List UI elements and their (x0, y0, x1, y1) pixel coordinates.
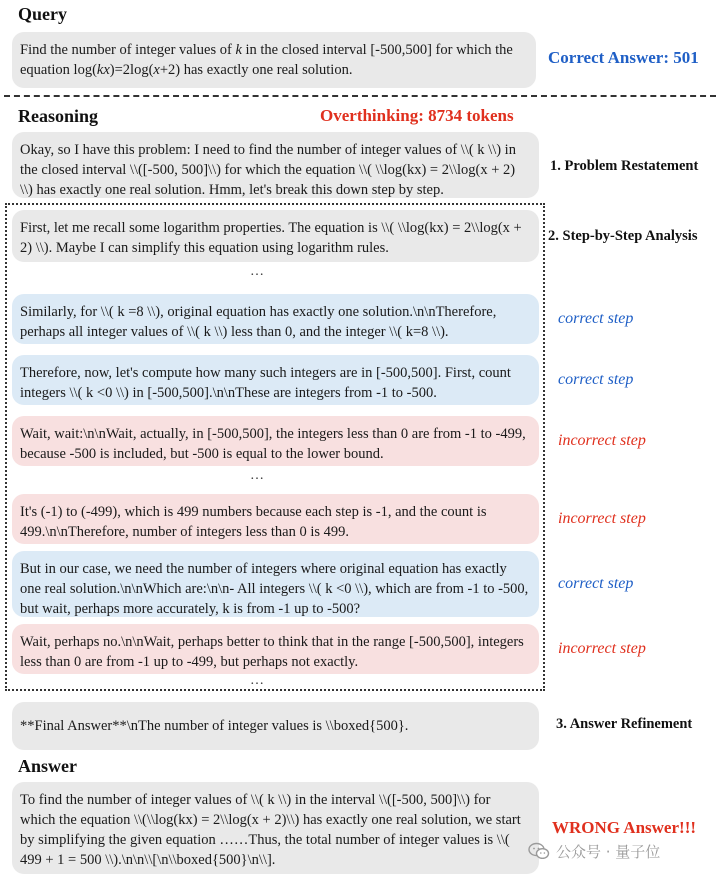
analysis-step-box: It's (-1) to (-499), which is 499 numbers because each step is -1, and the count is 499.\n\nTherefore, number of integers less than 0 is 499. (12, 494, 539, 544)
watermark-text: 公众号 · 量子位 (556, 842, 661, 861)
query-box (12, 32, 536, 88)
analysis-step-box: Wait, wait:\n\nWait, actually, in [-500,500], the integers less than 0 are from -1 to -499, because -500 is included, but -500 is equal to the lower bound. (12, 416, 539, 466)
overthinking-label: Overthinking: 8734 tokens (320, 106, 514, 125)
analysis-step-box: Similarly, for \\( k =8 \\), original equation has exactly one solution.\n\nTherefore, perhaps all integer values of \\( k \\) less than 0, and the integer \\( k=8 \\). (12, 294, 539, 344)
incorrect-step-tag: incorrect step (558, 510, 646, 527)
analysis-step-box: First, let me recall some logarithm properties. The equation is \\( \\log(kx) = 2\\log(x + 2) \\). Maybe I can simplify this equation using logarithm rules. (12, 210, 539, 262)
incorrect-step-tag: incorrect step (558, 432, 646, 449)
ellipsis: … (250, 673, 265, 688)
analysis-step-box: But in our case, we need the number of integers where original equation has exactly one real solution.\n\nWhich are:\n\n- All integers \\( k <0 \\), which are from -1 to -500, but wait, perhaps more accurately, k is from -1 up to -500? (12, 551, 539, 617)
query-var-kx: kx (96, 62, 110, 78)
analysis-step-box: Therefore, now, let's compute how many such integers are in [-500,500]. First, count integers \\( k <0 \\) in [-500,500].\n\nThese are integers from -1 to -500. (12, 355, 539, 405)
analysis-label: 2. Step-by-Step Analysis (548, 228, 698, 244)
ellipsis: … (250, 264, 265, 279)
refinement-label: 3. Answer Refinement (556, 716, 693, 732)
section-divider (4, 95, 716, 97)
refinement-box: **Final Answer**\nThe number of integer values is \\boxed{500}. (12, 702, 539, 750)
correct-answer-label: Correct Answer: 501 (548, 48, 699, 67)
query-var-x: x (153, 62, 160, 78)
incorrect-step-tag: incorrect step (558, 640, 646, 657)
query-text-d: +2) has exactly one real solution. (159, 62, 353, 78)
wechat-icon (528, 842, 550, 860)
restatement-box: Okay, so I have this problem: I need to find the number of integer values of \\( k \\) in the closed interval \\([-500, 500]\\) for which the equation \\( \\log(kx) = 2\\log(x + 2) \\) has exactly one real solution. Hmm, let's break this down step by step. (12, 132, 539, 198)
correct-step-tag: correct step (558, 310, 634, 327)
wrong-answer-label: WRONG Answer!!! (552, 818, 697, 837)
query-var-k: k (235, 42, 242, 58)
reasoning-title: Reasoning (18, 106, 99, 126)
analysis-step-box: Wait, perhaps no.\n\nWait, perhaps better to think that in the range [-500,500], integers less than 0 are from -1 up to -499, but perhaps not exactly. (12, 624, 539, 674)
correct-step-tag: correct step (558, 575, 634, 592)
answer-title: Answer (18, 756, 77, 776)
correct-step-tag: correct step (558, 371, 634, 388)
restatement-label: 1. Problem Restatement (550, 158, 699, 174)
query-text-b: in the closed interval [-500,500] for which the equation log( (20, 42, 513, 78)
answer-box: To find the number of integer values of \\( k \\) in the interval \\([-500, 500]\\) for which the equation \\(\\log(kx) = 2\\log(x + 2)\\) has exactly one real solution, we start by simplifying the given equation ……Thus, the total number of integer values is \\( 499 + 1 = 500 \\).\n\n\\[\n\\boxed{500}\n\\]. (12, 782, 539, 874)
watermark (528, 838, 713, 864)
query-title: Query (18, 4, 67, 24)
ellipsis: … (250, 468, 265, 483)
query-text-a: Find the number of integer values of (20, 42, 236, 58)
query-text-c: )=2log( (109, 62, 154, 78)
